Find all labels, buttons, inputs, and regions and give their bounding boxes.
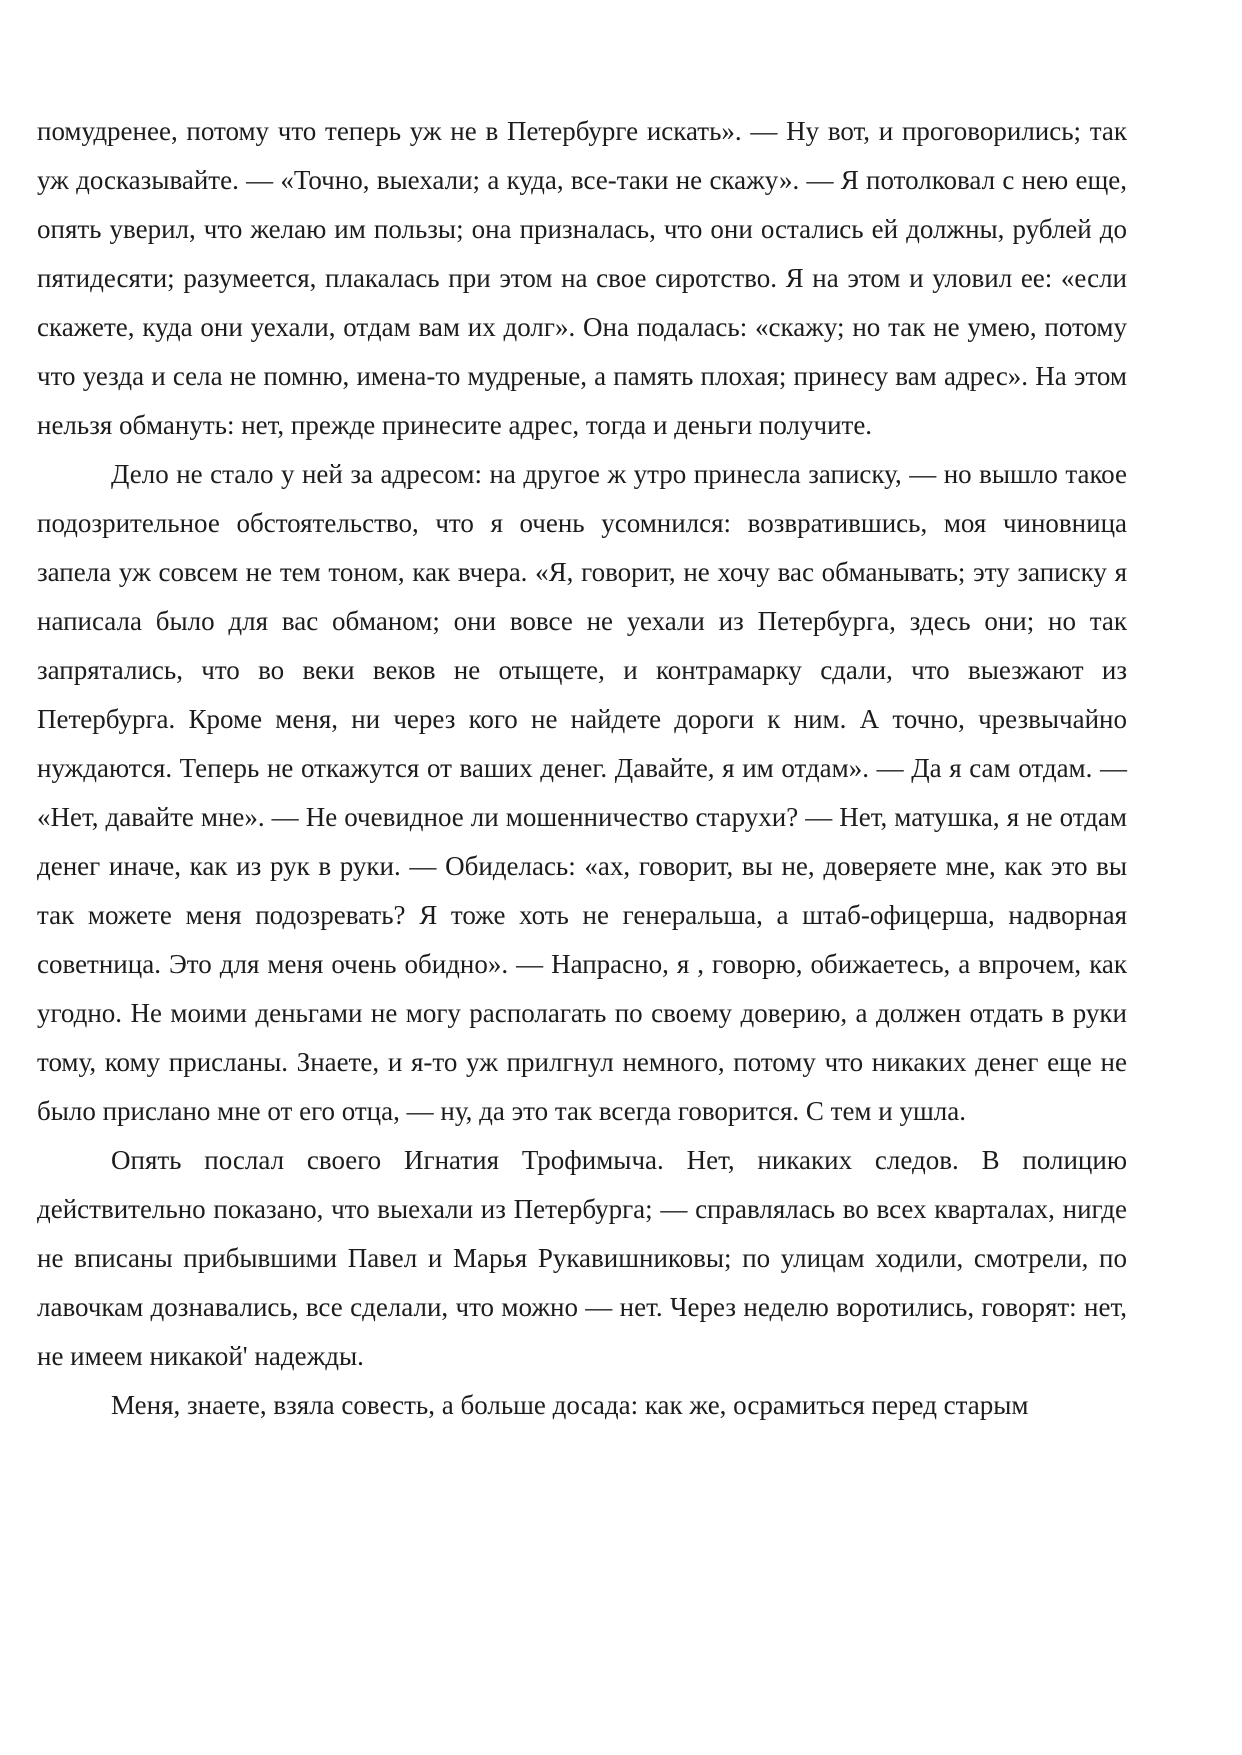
paragraph-3: Опять послал своего Игнатия Трофимыча. Нет, никаких следов. В полицию действительно показано, что выехали из Петербурга; — справлялась во всех кварталах, нигде не вписаны прибывшими Павел и Марья Рукавишниковы; по улицам ходили, смотрели, по лавочкам дознавались, все сделали, что можно — нет. Через неделю воротились, говорят: нет, не имеем никакой' надежды. bbox=[37, 1145, 1127, 1371]
paragraph-1: помудренее, потому что теперь уж не в Петербурге искать». — Ну вот, и проговорились; так уж досказывайте. — «Точно, выехали; а куда, все-таки не скажу». — Я потолковал с нею еще, опять уверил, что желаю им пользы; она призналась, что они остались ей должны, рублей до пятидесяти; разумеется, плакалась при этом на свое сиротство. Я на этом и уловил ее: «если скажете, куда они уехали, отдам вам их долг». Она подалась: «скажу; но так не умею, потому что уезда и села не помню, имена-то мудреные, а память плохая; принесу вам адрес». На этом нельзя обмануть: нет, прежде принесите адрес, тогда и деньги получите. bbox=[37, 116, 1127, 440]
paragraph-4: Меня, знаете, взяла совесть, а больше досада: как же, осрамиться перед старым bbox=[111, 1390, 1029, 1420]
document-page bbox=[37, 107, 1127, 1430]
paragraph-2: Дело не стало у ней за адресом: на другое ж утро принесла записку, — но вышло такое подозрительное обстоятельство, что я очень усомнился: возвратившись, моя чиновница запела уж совсем не тем тоном, как вчера. «Я, говорит, не хочу вас обманывать; эту записку я написала было для вас обманом; они вовсе не уехали из Петербурга, здесь они; но так запрятались, что во веки веков не отыщете, и контрамарку сдали, что выезжают из Петербурга. Кроме меня, ни через кого не найдете дороги к ним. А точно, чрезвычайно нуждаются. Теперь не откажутся от ваших денег. Давайте, я им отдам». — Да я сам отдам. — «Нет, давайте мне». — Не очевидное ли мошенничество старухи? — Нет, матушка, я не отдам денег иначе, как из рук в руки. — Обиделась: «ах, говорит, вы не, доверяете мне, как это вы так можете меня подозревать? Я тоже хоть не генеральша, а штаб-офицерша, надворная советница. Это для меня очень обидно». — Напрасно, я , говорю, обижаетесь, а впрочем, как угодно. Не моими деньгами не могу располагать по своему доверию, а должен отдать в руки тому, кому присланы. Знаете, и я-то уж прилгнул немного, потому что никаких денег еще не было прислано мне от его отца, — ну, да это так всегда говорится. С тем и ушла. bbox=[37, 459, 1127, 1126]
